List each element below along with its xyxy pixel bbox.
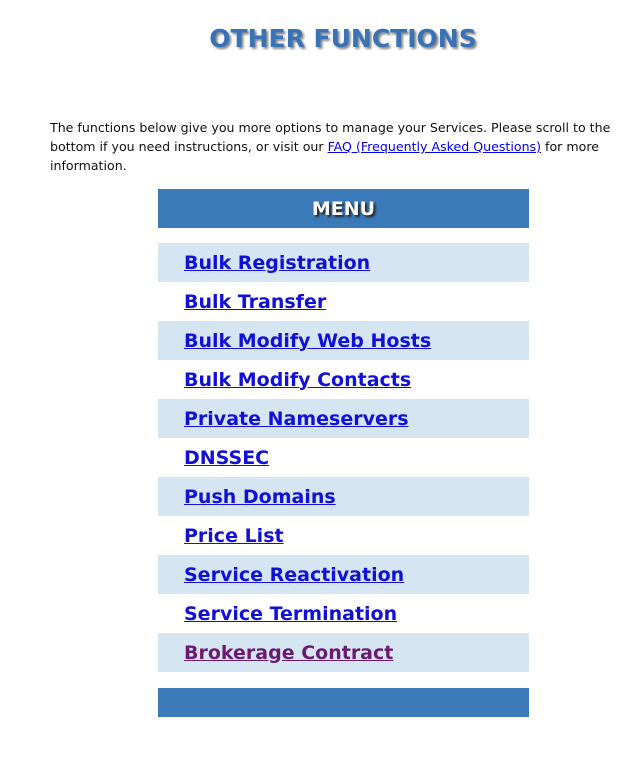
brokerage-contract-link[interactable]: Brokerage Contract [184, 641, 394, 664]
menu-table [158, 189, 529, 717]
bulk-transfer-link[interactable]: Bulk Transfer [184, 290, 327, 313]
intro-text-before: The functions below give you more options to manage your Services. Please scroll to the bottom if you need instructions, or visit our [50, 120, 611, 154]
private-nameservers-link[interactable]: Private Nameservers [184, 407, 409, 430]
menu-item [158, 438, 529, 477]
service-reactivation-link[interactable]: Service Reactivation [184, 563, 405, 586]
push-domains-link[interactable]: Push Domains [184, 485, 336, 508]
menu-header: MENU [158, 189, 529, 228]
menu-item [158, 399, 529, 438]
menu-item [158, 516, 529, 555]
dnssec-link[interactable]: DNSSEC [184, 446, 270, 469]
menu-item [158, 321, 529, 360]
menu-item [158, 594, 529, 633]
menu-item [158, 555, 529, 594]
menu-item [158, 477, 529, 516]
intro-text-after: for more information. [50, 139, 599, 173]
bulk-modify-contacts-link[interactable]: Bulk Modify Contacts [184, 368, 412, 391]
menu-item [158, 360, 529, 399]
intro-paragraph [50, 118, 630, 175]
menu-item [158, 633, 529, 672]
page-title: OTHER FUNCTIONS [209, 24, 477, 53]
menu-item [158, 243, 529, 282]
menu-footer-bar [158, 688, 529, 717]
service-termination-link[interactable]: Service Termination [184, 602, 398, 625]
price-list-link[interactable]: Price List [184, 524, 284, 547]
faq-link[interactable]: FAQ (Frequently Asked Questions) [327, 139, 542, 154]
menu-list [158, 243, 529, 672]
bulk-modify-web-hosts-link[interactable]: Bulk Modify Web Hosts [184, 329, 432, 352]
bulk-registration-link[interactable]: Bulk Registration [184, 251, 371, 274]
menu-item [158, 282, 529, 321]
